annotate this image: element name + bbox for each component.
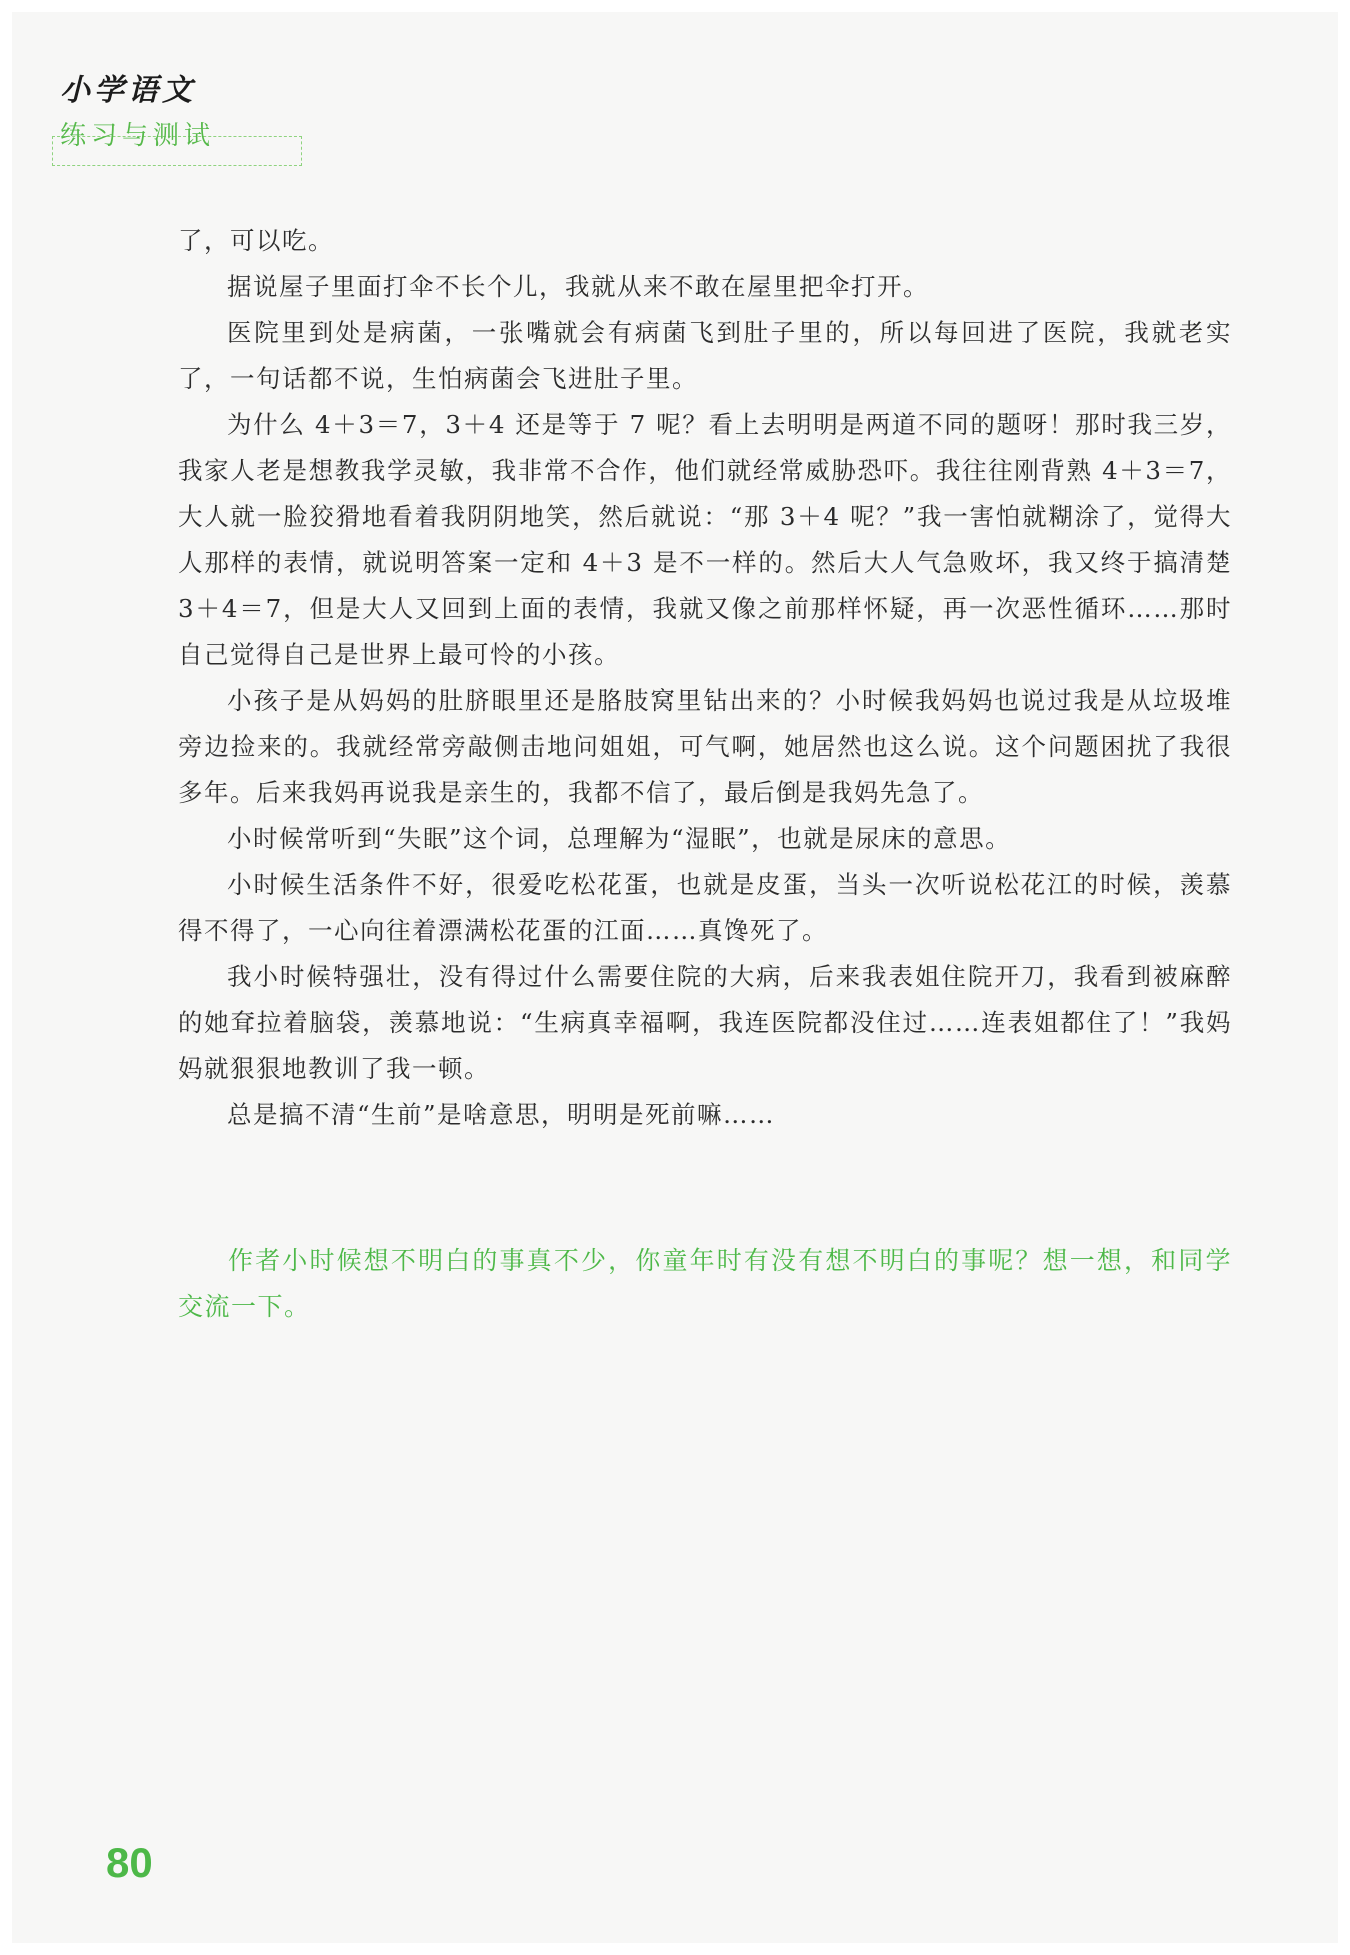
article-body bbox=[178, 218, 1232, 1138]
paragraph-where-babies-come-from: 小孩子是从妈妈的肚脐眼里还是胳肢窝里钻出来的？小时候我妈妈也说过我是从垃圾堆旁边捡来的。我就经常旁敲侧击地问姐姐，可气啊，她居然也这么说。这个问题困扰了我很多年。后来我妈再说我是亲生的，我都不信了，最后倒是我妈先急了。 bbox=[178, 686, 1232, 807]
paragraph-hospital-envy: 我小时候特强壮，没有得过什么需要住院的大病，后来我表姐住院开刀，我看到被麻醉的她耷拉着脑袋，羡慕地说：“生病真幸福啊，我连医院都没住过……连表姐都住了！”我妈妈就狠狠地教训了我一顿。 bbox=[178, 962, 1232, 1083]
paragraph-before-death: 总是搞不清“生前”是啥意思，明明是死前嘛…… bbox=[227, 1100, 776, 1129]
book-page bbox=[12, 12, 1338, 1943]
paragraph-hospital-germs: 医院里到处是病菌，一张嘴就会有病菌飞到肚子里的，所以每回进了医院，我就老实了，一句话都不说，生怕病菌会飞进肚子里。 bbox=[178, 318, 1232, 393]
paragraph-continued: 了，可以吃。 bbox=[178, 226, 334, 255]
discussion-prompt: 作者小时候想不明白的事真不少，你童年时有没有想不明白的事呢？想一想，和同学交流一下。 bbox=[178, 1246, 1232, 1321]
paragraph-umbrella: 据说屋子里面打伞不长个儿，我就从来不敢在屋里把伞打开。 bbox=[227, 272, 929, 301]
book-subtitle: 练习与测试 bbox=[60, 121, 216, 151]
paragraph-songhua-eggs: 小时候生活条件不好，很爱吃松花蛋，也就是皮蛋，当头一次听说松花江的时候，羡慕得不得了，一心向往着漂满松花蛋的江面……真馋死了。 bbox=[178, 870, 1232, 945]
page-number: 80 bbox=[106, 1839, 153, 1886]
paragraph-insomnia: 小时候常听到“失眠”这个词，总理解为“湿眠”，也就是尿床的意思。 bbox=[227, 824, 1012, 853]
book-series-title: 小学语文 bbox=[60, 73, 196, 108]
paragraph-math: 为什么 4＋3＝7，3＋4 还是等于 7 呢？看上去明明是两道不同的题呀！那时我三岁，我家人老是想教我学灵敏，我非常不合作，他们就经常威胁恐吓。我往往刚背熟 4＋3＝7，大人就一脸狡猾地看着我阴阴地笑，然后就说：“那 3＋4 呢？”我一害怕就糊涂了，觉得大人那样的表情，就说明答案一定和 4＋3 是不一样的。然后大人气急败坏，我又终于搞清楚 3＋4＝7，但是大人又回到上面的表情，我就又像之前那样怀疑，再一次恶性循环……那时自己觉得自己是世界上最可怜的小孩。 bbox=[178, 410, 1232, 669]
